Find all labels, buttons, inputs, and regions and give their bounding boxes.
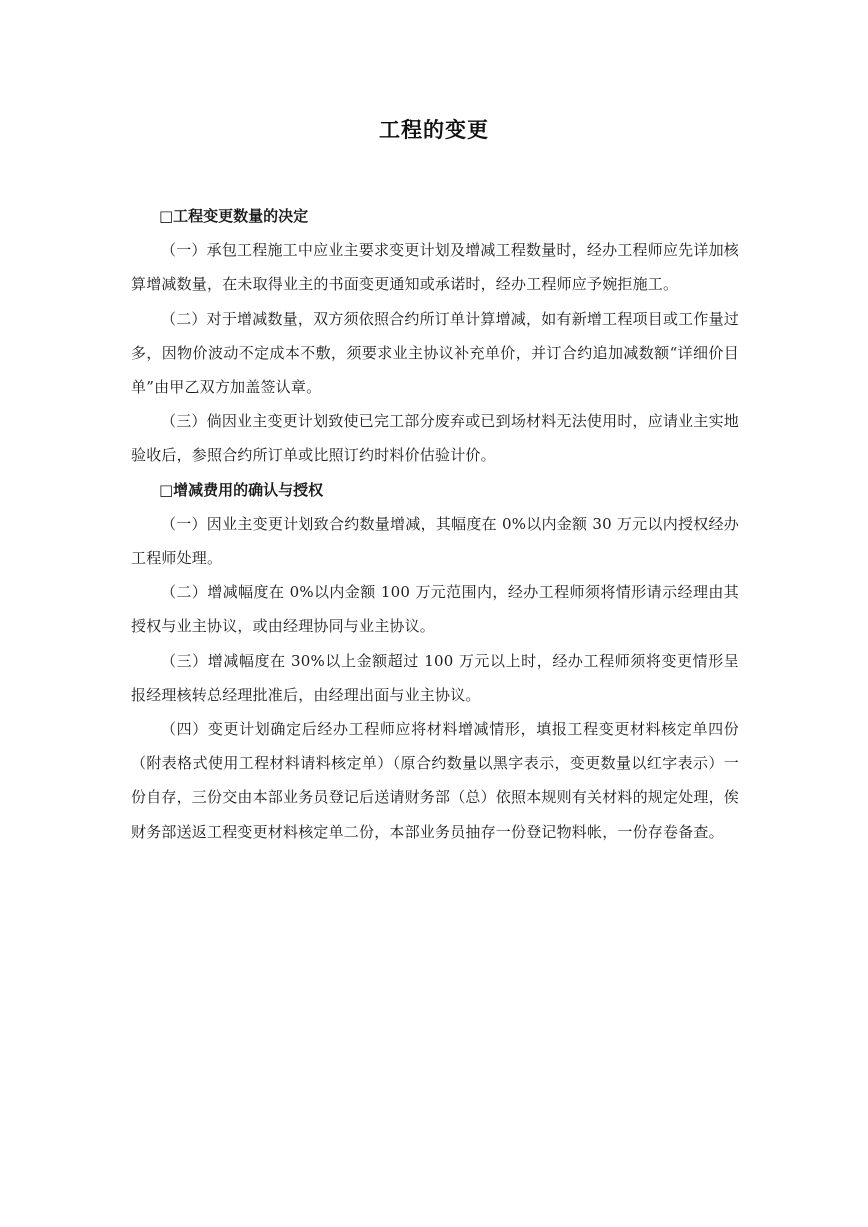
page-title: 工程的变更 [379,118,489,142]
paragraph: （一）因业主变更计划致合约数量增减，其幅度在 0%以内金额 30 万元以内授权经办工程师处理。 [131,514,739,568]
paragraph: （四）变更计划确定后经办工程师应将材料增减情形，填报工程变更材料核定单四份（附表格式使用工程材料请料核定单）（原合约数量以黑字表示，变更数量以红字表示）一份自存，三份交由本部业务员登记后送请财务部（总）依照本规则有关材料的规定处理，俟财务部送返工程变更材料核定单二份，本部业务员抽存一份登记物料帐，一份存卷备查。 [131,720,740,841]
paragraph: （一）承包工程施工中应业主要求变更计划及增减工程数量时，经办工程师应先详加核算增减数量，在未取得业主的书面变更通知或承诺时，经办工程师应予婉拒施工。 [131,241,739,294]
document-body [131,199,739,849]
paragraph: （二）对于增减数量，双方须依照合约所订单计算增减，如有新增工程项目或工作量过多，因物价波动不定成本不敷，须要求业主协议补充单价，并订合约追加减数额“详细价目单”由甲乙双方加盖签认章。 [131,309,739,397]
section-heading-authorization: □增减费用的确认与授权 [159,480,324,499]
section-heading-quantity: □工程变更数量的决定 [159,207,309,225]
paragraph: （三）增减幅度在 30%以上金额超过 100 万元以上时，经办工程师须将变更情形呈报经理核转总经理批准后，由经理出面与业主协议。 [131,651,739,704]
paragraph: （二）增减幅度在 0%以内金额 100 万元范围内，经办工程师须将情形请示经理由其授权与业主协议，或由经理协同与业主协议。 [131,583,739,636]
paragraph: （三）倘因业主变更计划致使已完工部分废弃或已到场材料无法使用时，应请业主实地验收后，参照合约所订单或比照订约时料价估验计价。 [131,412,739,465]
